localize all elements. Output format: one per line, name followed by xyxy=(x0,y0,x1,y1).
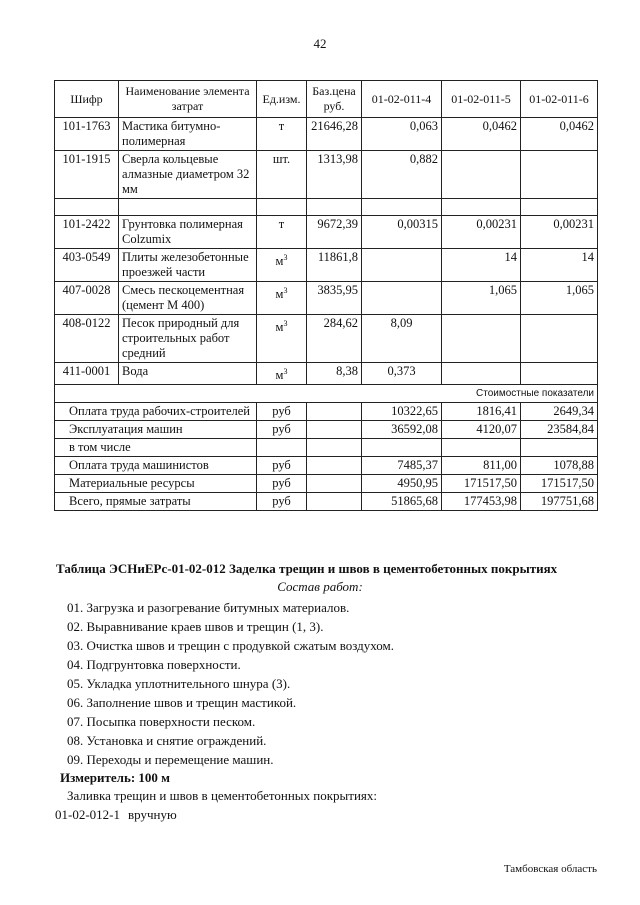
table-row xyxy=(55,216,598,249)
cell-price: 21646,28 xyxy=(307,118,362,151)
cell-name: Вода xyxy=(119,363,257,385)
cell-v4 xyxy=(362,249,442,282)
cell-code: 101-1915 xyxy=(55,151,119,199)
summary-v5: 811,00 xyxy=(442,457,521,475)
cell-v4: 0,063 xyxy=(362,118,442,151)
cell-v5 xyxy=(442,315,521,363)
cell-name: Плиты железобетонные проезжей части xyxy=(119,249,257,282)
header-name: Наименование элемента затрат xyxy=(119,81,257,118)
summary-v6: 2649,34 xyxy=(521,403,598,421)
cell-code: 407-0028 xyxy=(55,282,119,315)
cell-price: 11861,8 xyxy=(307,249,362,282)
cell-v5: 0,0462 xyxy=(442,118,521,151)
cell-code: 101-1763 xyxy=(55,118,119,151)
cell-price: 9672,39 xyxy=(307,216,362,249)
work-item: 05. Укладка уплотнительного шнура (3). xyxy=(67,676,291,691)
summary-name: в том числе xyxy=(55,439,257,457)
summary-row xyxy=(55,403,598,421)
unit-text: м xyxy=(275,368,284,383)
summary-v4: 51865,68 xyxy=(362,493,442,511)
cell-unit xyxy=(257,363,307,385)
summary-unit: руб xyxy=(257,493,307,511)
summary-v6: 23584,84 xyxy=(521,421,598,439)
header-col-5: 01-02-011-5 xyxy=(442,81,521,118)
cell-v5 xyxy=(442,151,521,199)
summary-row xyxy=(55,475,598,493)
work-item: 07. Посыпка поверхности песком. xyxy=(67,714,256,729)
cell-code: 408-0122 xyxy=(55,315,119,363)
cell-unit: т xyxy=(257,216,307,249)
cell-name: Сверла кольцевые алмазные диаметром 32 мм xyxy=(119,151,257,199)
unit-sup: 3 xyxy=(283,286,288,295)
table-row xyxy=(55,282,598,315)
cell-v6 xyxy=(521,363,598,385)
header-code: Шифр xyxy=(55,81,119,118)
summary-v4: 7485,37 xyxy=(362,457,442,475)
cell-v6 xyxy=(521,151,598,199)
summary-v6: 197751,68 xyxy=(521,493,598,511)
summary-name: Эксплуатация машин xyxy=(55,421,257,439)
summary-row xyxy=(55,457,598,475)
summary-v6: 1078,88 xyxy=(521,457,598,475)
norms-table xyxy=(54,80,598,511)
cell-v6: 1,065 xyxy=(521,282,598,315)
cell-v5: 0,00231 xyxy=(442,216,521,249)
summary-name: Материальные ресурсы xyxy=(55,475,257,493)
cell-unit xyxy=(257,315,307,363)
table-row xyxy=(55,118,598,151)
work-item: 03. Очистка швов и трещин с продувкой сжатым воздухом. xyxy=(67,638,395,653)
summary-v4 xyxy=(362,439,442,457)
summary-v5: 4120,07 xyxy=(442,421,521,439)
summary-unit: руб xyxy=(257,403,307,421)
measure-unit: Измеритель: 100 м xyxy=(60,770,171,785)
cell-unit xyxy=(257,249,307,282)
summary-row xyxy=(55,493,598,511)
work-item: 06. Заполнение швов и трещин мастикой. xyxy=(67,695,297,710)
table-header-row xyxy=(55,81,598,118)
summary-v5: 1816,41 xyxy=(442,403,521,421)
work-item: 04. Подгрунтовка поверхности. xyxy=(67,657,241,672)
summary-name: Всего, прямые затраты xyxy=(55,493,257,511)
cell-v4: 0,00315 xyxy=(362,216,442,249)
unit-sup: 3 xyxy=(283,367,288,376)
header-col-4: 01-02-011-4 xyxy=(362,81,442,118)
unit-text: м xyxy=(275,254,284,269)
summary-unit: руб xyxy=(257,421,307,439)
table-row xyxy=(55,363,598,385)
cell-code: 403-0549 xyxy=(55,249,119,282)
summary-v5: 177453,98 xyxy=(442,493,521,511)
cell-v6: 0,00231 xyxy=(521,216,598,249)
unit-sup: 3 xyxy=(283,319,288,328)
cell-price: 1313,98 xyxy=(307,151,362,199)
work-item: 02. Выравнивание краев швов и трещин (1, 3). xyxy=(67,619,324,634)
work-description: Заливка трещин и швов в цементобетонных покрытиях: xyxy=(67,788,377,803)
work-composition-heading: Состав работ: xyxy=(277,579,363,594)
cell-v6 xyxy=(521,315,598,363)
cell-v4: 0,373 xyxy=(362,363,442,385)
table-title: Таблица ЭСНиЕРс-01-02-012 Заделка трещин и швов в цементобетонных покрытиях xyxy=(56,561,558,576)
cost-indicators-row xyxy=(55,385,598,403)
summary-name: Оплата труда машинистов xyxy=(55,457,257,475)
summary-v5 xyxy=(442,439,521,457)
norm-code-row xyxy=(55,807,177,823)
header-price: Баз.цена руб. xyxy=(307,81,362,118)
summary-unit: руб xyxy=(257,457,307,475)
summary-v6 xyxy=(521,439,598,457)
summary-row xyxy=(55,439,598,457)
summary-v4: 10322,65 xyxy=(362,403,442,421)
cell-unit: шт. xyxy=(257,151,307,199)
unit-text: м xyxy=(275,320,284,335)
summary-row xyxy=(55,421,598,439)
unit-text: м xyxy=(275,287,284,302)
cell-v5: 1,065 xyxy=(442,282,521,315)
work-list xyxy=(67,598,394,769)
page-number: 42 xyxy=(313,36,327,51)
spacer-row xyxy=(55,199,598,216)
work-item: 01. Загрузка и разогревание битумных материалов. xyxy=(67,600,350,615)
cell-price: 284,62 xyxy=(307,315,362,363)
cell-code: 411-0001 xyxy=(55,363,119,385)
cell-v4: 0,882 xyxy=(362,151,442,199)
cell-v5: 14 xyxy=(442,249,521,282)
cell-name: Смесь пескоцементная (цемент М 400) xyxy=(119,282,257,315)
summary-unit xyxy=(257,439,307,457)
unit-sup: 3 xyxy=(283,253,288,262)
cell-v4 xyxy=(362,282,442,315)
table-row xyxy=(55,249,598,282)
summary-v4: 4950,95 xyxy=(362,475,442,493)
work-item: 09. Переходы и перемещение машин. xyxy=(67,752,274,767)
cost-indicators-label: Стоимостные показатели xyxy=(362,385,598,403)
cell-v6: 0,0462 xyxy=(521,118,598,151)
cell-v5 xyxy=(442,363,521,385)
summary-v5: 171517,50 xyxy=(442,475,521,493)
table-row xyxy=(55,315,598,363)
region-footer: Тамбовская область xyxy=(503,863,597,875)
cell-v4: 8,09 xyxy=(362,315,442,363)
table-row xyxy=(55,151,598,199)
summary-v6: 171517,50 xyxy=(521,475,598,493)
cell-unit xyxy=(257,282,307,315)
cell-code: 101-2422 xyxy=(55,216,119,249)
cell-price: 8,38 xyxy=(307,363,362,385)
summary-v4: 36592,08 xyxy=(362,421,442,439)
norm-code-desc: вручную xyxy=(128,807,177,822)
cell-name: Мастика битумно-полимерная xyxy=(119,118,257,151)
cell-unit: т xyxy=(257,118,307,151)
header-unit: Ед.изм. xyxy=(257,81,307,118)
norm-code: 01-02-012-1 xyxy=(55,807,120,822)
cell-v6: 14 xyxy=(521,249,598,282)
summary-name: Оплата труда рабочих-строителей xyxy=(55,403,257,421)
work-item: 08. Установка и снятие ограждений. xyxy=(67,733,267,748)
cell-name: Грунтовка полимерная Colzumix xyxy=(119,216,257,249)
header-col-6: 01-02-011-6 xyxy=(521,81,598,118)
cell-name: Песок природный для строительных работ средний xyxy=(119,315,257,363)
summary-unit: руб xyxy=(257,475,307,493)
cell-price: 3835,95 xyxy=(307,282,362,315)
